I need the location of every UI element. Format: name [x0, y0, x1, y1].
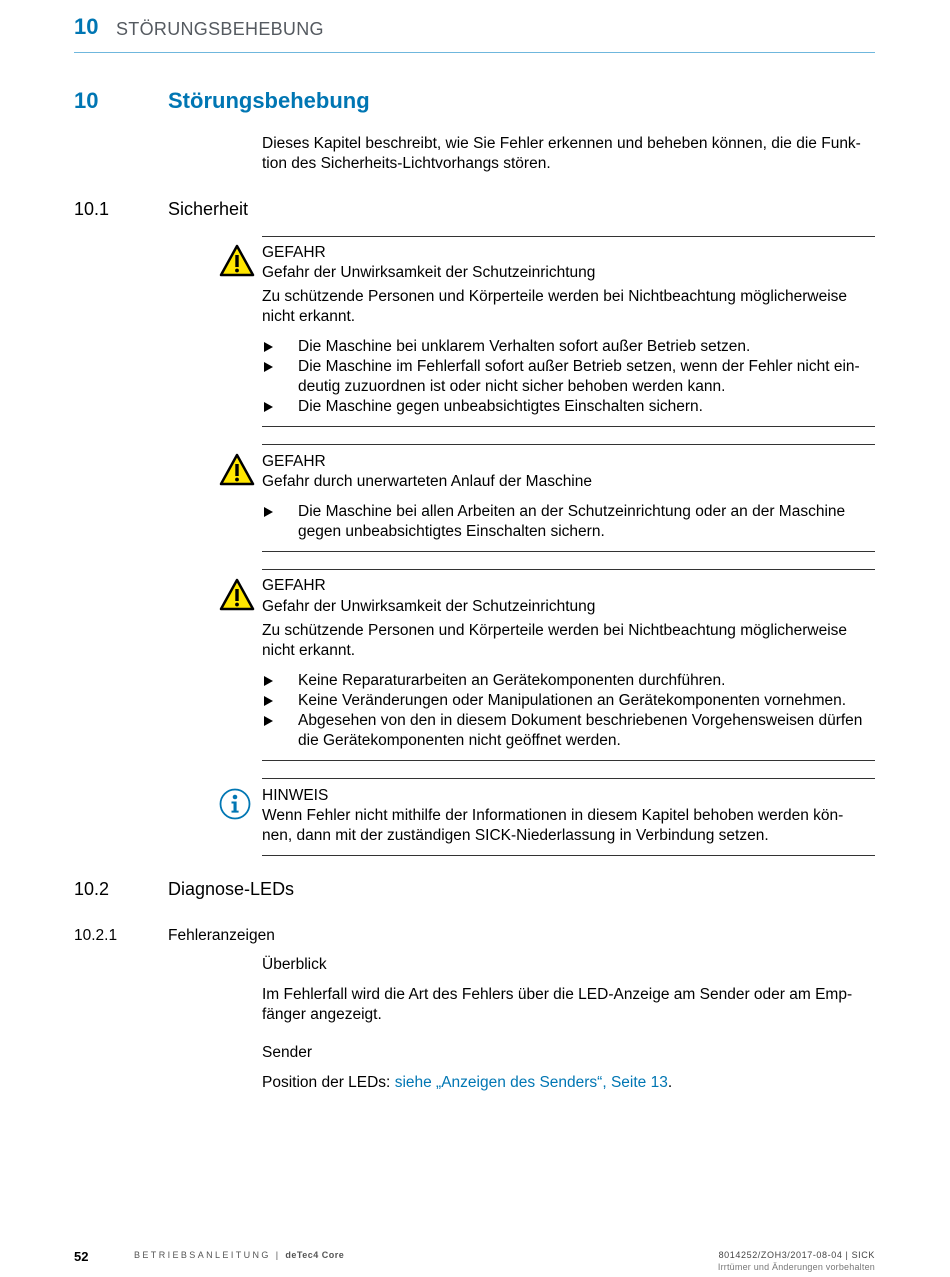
- list-item: Abgesehen von den in diesem Dokument beschriebenen Vorgehensweisen dürfen die Gerätekomponenten nicht geöffnet werden.: [262, 711, 875, 751]
- danger2-top-rule: [262, 444, 875, 445]
- danger3-bullets: [262, 671, 875, 751]
- chapter-intro: Dieses Kapitel beschreibt, wie Sie Fehler erkennen und beheben können, die die Funk- tion des Sicherheits-Lichtvorhangs stören.: [262, 135, 861, 172]
- danger3-top-rule: [262, 569, 875, 570]
- overview-text: Im Fehlerfall wird die Art des Fehlers über die LED-Anzeige am Sender oder am Emp- fänger angezeigt.: [262, 986, 853, 1023]
- chapter-number: 10: [74, 88, 99, 113]
- section-10-1-number: 10.1: [74, 199, 110, 219]
- list-item: Keine Veränderungen oder Manipulationen an Gerätekomponenten vornehmen.: [262, 691, 875, 711]
- danger1-subtitle: Gefahr der Unwirksamkeit der Schutzeinrichtung: [262, 264, 596, 281]
- danger2-subtitle: Gefahr durch unerwarteten Anlauf der Maschine: [262, 473, 592, 490]
- info-icon: [219, 788, 251, 820]
- cross-reference-link[interactable]: siehe „Anzeigen des Senders“, Seite 13: [394, 1074, 668, 1091]
- danger2-bottom-rule: [262, 551, 875, 552]
- danger2-bullets: [262, 502, 875, 542]
- footer-document-reference: 8014252/ZOH3/2017-08-04 | SICK Irrtümer und Änderungen vorbehalten: [717, 1250, 875, 1272]
- header-chapter-number: 10: [74, 14, 99, 39]
- danger3-text: Zu schützende Personen und Körperteile werden bei Nichtbeachtung möglicherweise nicht erkannt.: [262, 622, 848, 659]
- section-10-2-1-title: Fehleranzeigen: [168, 927, 275, 944]
- sender-led-position: Position der LEDs: siehe „Anzeigen des Senders“, Seite 13.: [262, 1074, 673, 1091]
- list-item: Die Maschine bei unklarem Verhalten sofort außer Betrieb setzen.: [262, 337, 875, 357]
- danger1-top-rule: [262, 236, 875, 237]
- danger3-subtitle: Gefahr der Unwirksamkeit der Schutzeinrichtung: [262, 598, 596, 615]
- overview-heading: Überblick: [262, 956, 327, 973]
- list-item: Keine Reparaturarbeiten an Gerätekomponenten durchführen.: [262, 671, 875, 691]
- list-item: Die Maschine gegen unbeabsichtigtes Einschalten sichern.: [262, 397, 875, 417]
- danger3-bottom-rule: [262, 760, 875, 761]
- warning-triangle-icon: [219, 244, 255, 278]
- header-divider: [74, 52, 875, 53]
- danger1-text: Zu schützende Personen und Körperteile werden bei Nichtbeachtung möglicherweise nicht erkannt.: [262, 288, 848, 325]
- warning-triangle-icon: [219, 453, 255, 487]
- danger1-bottom-rule: [262, 426, 875, 427]
- note-label: HINWEIS: [262, 787, 329, 804]
- danger1-label: GEFAHR: [262, 244, 326, 261]
- list-item: Die Maschine bei allen Arbeiten an der Schutzeinrichtung oder an der Maschine gegen unbeabsichtigtes Einschalten sichern.: [262, 502, 875, 542]
- section-10-2-title: Diagnose-LEDs: [168, 879, 295, 899]
- sender-heading: Sender: [262, 1044, 312, 1061]
- note-top-rule: [262, 778, 875, 779]
- page-number: 52: [74, 1249, 89, 1264]
- section-10-2-1-number: 10.2.1: [74, 927, 118, 944]
- chapter-title: Störungsbehebung: [168, 88, 370, 113]
- warning-triangle-icon: [219, 578, 255, 612]
- header-chapter-title: STÖRUNGSBEHEBUNG: [116, 19, 324, 39]
- section-10-2-number: 10.2: [74, 879, 110, 899]
- note-text: Wenn Fehler nicht mithilfe der Informationen in diesem Kapitel behoben werden kön- nen, dann mit der zuständigen SICK-Niederlassung in Verbindung setzen.: [262, 807, 844, 844]
- danger3-label: GEFAHR: [262, 577, 326, 594]
- footer-document-title: BETRIEBSANLEITUNG | deTec4 Core: [134, 1250, 345, 1260]
- danger1-bullets: [262, 337, 875, 417]
- section-10-1-title: Sicherheit: [168, 199, 249, 219]
- list-item: Die Maschine im Fehlerfall sofort außer Betrieb setzen, wenn der Fehler nicht ein- deutig zuzuordnen ist oder nicht sicher behoben werden kann.: [262, 357, 875, 397]
- note-bottom-rule: [262, 855, 875, 856]
- danger2-label: GEFAHR: [262, 453, 326, 470]
